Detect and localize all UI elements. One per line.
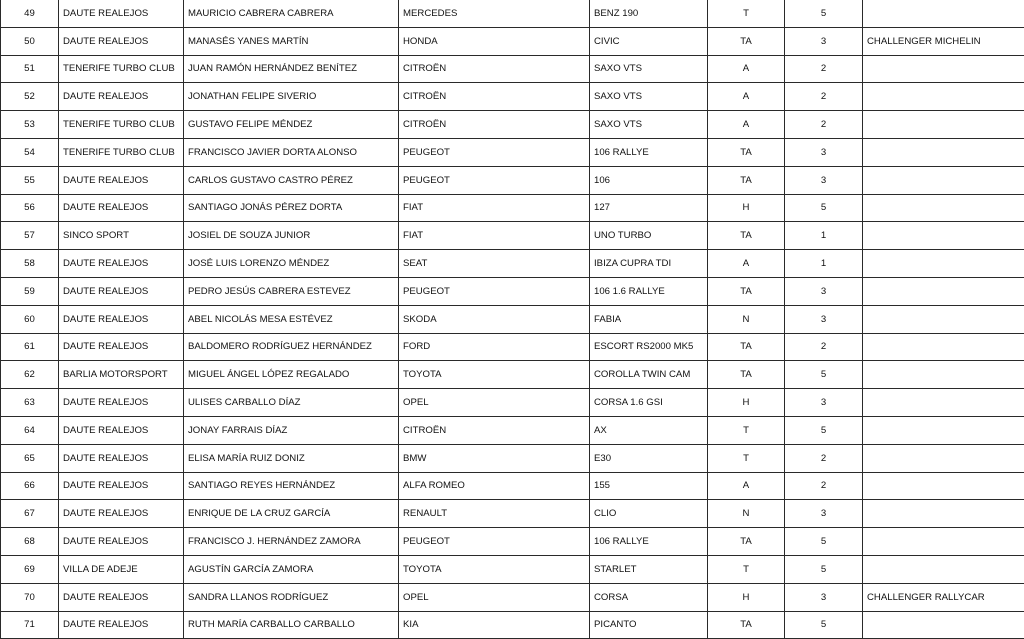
entry-group: 3 xyxy=(785,277,863,305)
entry-number: 60 xyxy=(1,305,59,333)
entry-model: CORSA xyxy=(590,583,708,611)
entry-make: OPEL xyxy=(399,389,590,417)
entry-club: DAUTE REALEJOS xyxy=(59,416,184,444)
entry-club: DAUTE REALEJOS xyxy=(59,250,184,278)
table-row xyxy=(1,416,1024,444)
entry-make: RENAULT xyxy=(399,500,590,528)
entry-make: MERCEDES xyxy=(399,0,590,27)
entry-class: N xyxy=(708,305,785,333)
entry-club: DAUTE REALEJOS xyxy=(59,27,184,55)
entry-club: DAUTE REALEJOS xyxy=(59,305,184,333)
table-row xyxy=(1,555,1024,583)
entry-group: 2 xyxy=(785,444,863,472)
entry-make: PEUGEOT xyxy=(399,277,590,305)
entry-driver: MANASÉS YANES MARTÍN xyxy=(184,27,399,55)
entry-class: TA xyxy=(708,138,785,166)
entry-club: TENERIFE TURBO CLUB xyxy=(59,55,184,83)
entry-note xyxy=(863,0,1024,27)
table-row xyxy=(1,472,1024,500)
entry-note xyxy=(863,361,1024,389)
entry-list-body xyxy=(1,0,1024,639)
entry-driver: ULISES CARBALLO DÍAZ xyxy=(184,389,399,417)
entry-driver: ABEL NICOLÁS MESA ESTÉVEZ xyxy=(184,305,399,333)
entry-driver: BALDOMERO RODRÍGUEZ HERNÁNDEZ xyxy=(184,333,399,361)
entry-club: SINCO SPORT xyxy=(59,222,184,250)
entry-note xyxy=(863,333,1024,361)
table-row xyxy=(1,55,1024,83)
entry-make: OPEL xyxy=(399,583,590,611)
entry-driver: PEDRO JESÚS CABRERA ESTEVEZ xyxy=(184,277,399,305)
entry-club: DAUTE REALEJOS xyxy=(59,500,184,528)
entry-make: CITROËN xyxy=(399,55,590,83)
entry-number: 68 xyxy=(1,528,59,556)
entry-number: 67 xyxy=(1,500,59,528)
entry-club: DAUTE REALEJOS xyxy=(59,389,184,417)
entry-group: 3 xyxy=(785,27,863,55)
entry-model: ESCORT RS2000 MK5 xyxy=(590,333,708,361)
entry-model: 106 RALLYE xyxy=(590,528,708,556)
entry-note xyxy=(863,555,1024,583)
entry-number: 56 xyxy=(1,194,59,222)
entry-note xyxy=(863,194,1024,222)
table-row xyxy=(1,305,1024,333)
entry-model: CORSA 1.6 GSI xyxy=(590,389,708,417)
entry-make: TOYOTA xyxy=(399,361,590,389)
entry-note xyxy=(863,166,1024,194)
table-row xyxy=(1,250,1024,278)
entry-make: SKODA xyxy=(399,305,590,333)
entry-number: 59 xyxy=(1,277,59,305)
entry-model: CLIO xyxy=(590,500,708,528)
entry-model: SAXO VTS xyxy=(590,83,708,111)
entry-group: 5 xyxy=(785,416,863,444)
entry-number: 66 xyxy=(1,472,59,500)
entry-note xyxy=(863,444,1024,472)
entry-class: T xyxy=(708,0,785,27)
entry-club: DAUTE REALEJOS xyxy=(59,0,184,27)
entry-number: 53 xyxy=(1,111,59,139)
entry-driver: MIGUEL ÁNGEL LÓPEZ REGALADO xyxy=(184,361,399,389)
entry-note xyxy=(863,472,1024,500)
entry-club: DAUTE REALEJOS xyxy=(59,528,184,556)
entry-note xyxy=(863,500,1024,528)
entry-make: BMW xyxy=(399,444,590,472)
entry-driver: JOSIEL DE SOUZA JUNIOR xyxy=(184,222,399,250)
entry-class: TA xyxy=(708,361,785,389)
entry-number: 69 xyxy=(1,555,59,583)
entry-group: 5 xyxy=(785,528,863,556)
entry-model: IBIZA CUPRA TDI xyxy=(590,250,708,278)
entry-group: 3 xyxy=(785,500,863,528)
entry-club: DAUTE REALEJOS xyxy=(59,472,184,500)
entry-model: SAXO VTS xyxy=(590,55,708,83)
entry-class: TA xyxy=(708,27,785,55)
entry-driver: SANTIAGO REYES HERNÁNDEZ xyxy=(184,472,399,500)
entry-group: 5 xyxy=(785,611,863,639)
entry-class: TA xyxy=(708,333,785,361)
table-row xyxy=(1,111,1024,139)
entry-make: KIA xyxy=(399,611,590,639)
entry-group: 2 xyxy=(785,111,863,139)
entry-group: 2 xyxy=(785,55,863,83)
table-row xyxy=(1,138,1024,166)
entry-model: CIVIC xyxy=(590,27,708,55)
entry-number: 70 xyxy=(1,583,59,611)
entry-make: CITROËN xyxy=(399,416,590,444)
entry-model: 155 xyxy=(590,472,708,500)
entry-driver: JONATHAN FELIPE SIVERIO xyxy=(184,83,399,111)
entry-number: 64 xyxy=(1,416,59,444)
entry-group: 2 xyxy=(785,333,863,361)
entry-number: 63 xyxy=(1,389,59,417)
entry-note xyxy=(863,55,1024,83)
entry-class: T xyxy=(708,444,785,472)
entry-club: DAUTE REALEJOS xyxy=(59,611,184,639)
entry-club: VILLA DE ADEJE xyxy=(59,555,184,583)
entry-driver: JONAY FARRAIS DÍAZ xyxy=(184,416,399,444)
entry-group: 1 xyxy=(785,222,863,250)
table-row xyxy=(1,583,1024,611)
entry-club: TENERIFE TURBO CLUB xyxy=(59,111,184,139)
entry-driver: FRANCISCO J. HERNÁNDEZ ZAMORA xyxy=(184,528,399,556)
entry-driver: RUTH MARÍA CARBALLO CARBALLO xyxy=(184,611,399,639)
entry-class: TA xyxy=(708,277,785,305)
entry-driver: ELISA MARÍA RUIZ DONIZ xyxy=(184,444,399,472)
entry-driver: MAURICIO CABRERA CABRERA xyxy=(184,0,399,27)
entry-group: 3 xyxy=(785,166,863,194)
entry-club: DAUTE REALEJOS xyxy=(59,277,184,305)
entry-driver: CARLOS GUSTAVO CASTRO PÉREZ xyxy=(184,166,399,194)
entry-number: 65 xyxy=(1,444,59,472)
entry-class: H xyxy=(708,194,785,222)
entry-class: H xyxy=(708,583,785,611)
entry-make: PEUGEOT xyxy=(399,166,590,194)
entry-model: SAXO VTS xyxy=(590,111,708,139)
entry-number: 49 xyxy=(1,0,59,27)
entry-group: 5 xyxy=(785,194,863,222)
entry-group: 3 xyxy=(785,138,863,166)
entry-model: UNO TURBO xyxy=(590,222,708,250)
entry-model: 127 xyxy=(590,194,708,222)
entry-make: FIAT xyxy=(399,222,590,250)
entry-club: DAUTE REALEJOS xyxy=(59,333,184,361)
entry-driver: JOSÉ LUIS LORENZO MÉNDEZ xyxy=(184,250,399,278)
entry-class: A xyxy=(708,83,785,111)
entry-group: 3 xyxy=(785,389,863,417)
entry-model: FABIA xyxy=(590,305,708,333)
entry-club: DAUTE REALEJOS xyxy=(59,583,184,611)
entry-driver: JUAN RAMÓN HERNÁNDEZ BENÍTEZ xyxy=(184,55,399,83)
entry-driver: GUSTAVO FELIPE MÉNDEZ xyxy=(184,111,399,139)
entry-note xyxy=(863,250,1024,278)
entry-driver: FRANCISCO JAVIER DORTA ALONSO xyxy=(184,138,399,166)
entry-group: 3 xyxy=(785,583,863,611)
entry-model: 106 xyxy=(590,166,708,194)
entry-group: 5 xyxy=(785,361,863,389)
table-row xyxy=(1,611,1024,639)
entry-driver: SANDRA LLANOS RODRÍGUEZ xyxy=(184,583,399,611)
entry-group: 2 xyxy=(785,472,863,500)
entry-make: PEUGEOT xyxy=(399,528,590,556)
entry-number: 54 xyxy=(1,138,59,166)
entry-club: TENERIFE TURBO CLUB xyxy=(59,138,184,166)
entry-number: 55 xyxy=(1,166,59,194)
entry-number: 62 xyxy=(1,361,59,389)
table-row xyxy=(1,277,1024,305)
entry-class: T xyxy=(708,416,785,444)
entry-number: 61 xyxy=(1,333,59,361)
entry-group: 3 xyxy=(785,305,863,333)
entry-number: 51 xyxy=(1,55,59,83)
entry-number: 57 xyxy=(1,222,59,250)
table-row xyxy=(1,0,1024,27)
entry-group: 5 xyxy=(785,555,863,583)
entry-class: A xyxy=(708,250,785,278)
entry-club: DAUTE REALEJOS xyxy=(59,194,184,222)
entry-note xyxy=(863,277,1024,305)
table-row xyxy=(1,500,1024,528)
table-row xyxy=(1,166,1024,194)
entry-model: PICANTO xyxy=(590,611,708,639)
entry-note xyxy=(863,111,1024,139)
table-row xyxy=(1,333,1024,361)
entry-model: AX xyxy=(590,416,708,444)
entry-class: A xyxy=(708,55,785,83)
entry-class: A xyxy=(708,111,785,139)
entry-class: TA xyxy=(708,611,785,639)
entry-number: 52 xyxy=(1,83,59,111)
entry-note xyxy=(863,138,1024,166)
entry-note xyxy=(863,416,1024,444)
entry-model: 106 RALLYE xyxy=(590,138,708,166)
entry-number: 50 xyxy=(1,27,59,55)
entry-make: ALFA ROMEO xyxy=(399,472,590,500)
entry-driver: ENRIQUE DE LA CRUZ GARCÍA xyxy=(184,500,399,528)
entry-number: 71 xyxy=(1,611,59,639)
entry-club: DAUTE REALEJOS xyxy=(59,166,184,194)
entry-class: TA xyxy=(708,222,785,250)
table-row xyxy=(1,194,1024,222)
entry-note: CHALLENGER RALLYCAR xyxy=(863,583,1024,611)
table-row xyxy=(1,361,1024,389)
entry-make: FORD xyxy=(399,333,590,361)
entry-model: E30 xyxy=(590,444,708,472)
entry-note xyxy=(863,305,1024,333)
entry-make: HONDA xyxy=(399,27,590,55)
table-row xyxy=(1,528,1024,556)
entry-make: PEUGEOT xyxy=(399,138,590,166)
table-row xyxy=(1,389,1024,417)
entry-make: CITROËN xyxy=(399,83,590,111)
entry-class: A xyxy=(708,472,785,500)
entry-model: BENZ 190 xyxy=(590,0,708,27)
entry-driver: AGUSTÍN GARCÍA ZAMORA xyxy=(184,555,399,583)
entry-driver: SANTIAGO JONÁS PÉREZ DORTA xyxy=(184,194,399,222)
entry-class: TA xyxy=(708,166,785,194)
entry-number: 58 xyxy=(1,250,59,278)
table-row xyxy=(1,222,1024,250)
entry-model: 106 1.6 RALLYE xyxy=(590,277,708,305)
entry-note: CHALLENGER MICHELIN xyxy=(863,27,1024,55)
entry-make: CITROËN xyxy=(399,111,590,139)
entry-note xyxy=(863,83,1024,111)
entry-model: COROLLA TWIN CAM xyxy=(590,361,708,389)
entry-group: 5 xyxy=(785,0,863,27)
entry-class: H xyxy=(708,389,785,417)
entry-make: FIAT xyxy=(399,194,590,222)
entry-class: N xyxy=(708,500,785,528)
entry-model: STARLET xyxy=(590,555,708,583)
table-row xyxy=(1,83,1024,111)
entry-club: DAUTE REALEJOS xyxy=(59,444,184,472)
entry-note xyxy=(863,611,1024,639)
entry-group: 1 xyxy=(785,250,863,278)
entry-make: TOYOTA xyxy=(399,555,590,583)
entry-note xyxy=(863,222,1024,250)
entry-note xyxy=(863,528,1024,556)
entry-note xyxy=(863,389,1024,417)
table-row xyxy=(1,444,1024,472)
table-row xyxy=(1,27,1024,55)
entry-class: T xyxy=(708,555,785,583)
entry-make: SEAT xyxy=(399,250,590,278)
entry-class: TA xyxy=(708,528,785,556)
entry-group: 2 xyxy=(785,83,863,111)
entry-club: BARLIA MOTORSPORT xyxy=(59,361,184,389)
entry-club: DAUTE REALEJOS xyxy=(59,83,184,111)
